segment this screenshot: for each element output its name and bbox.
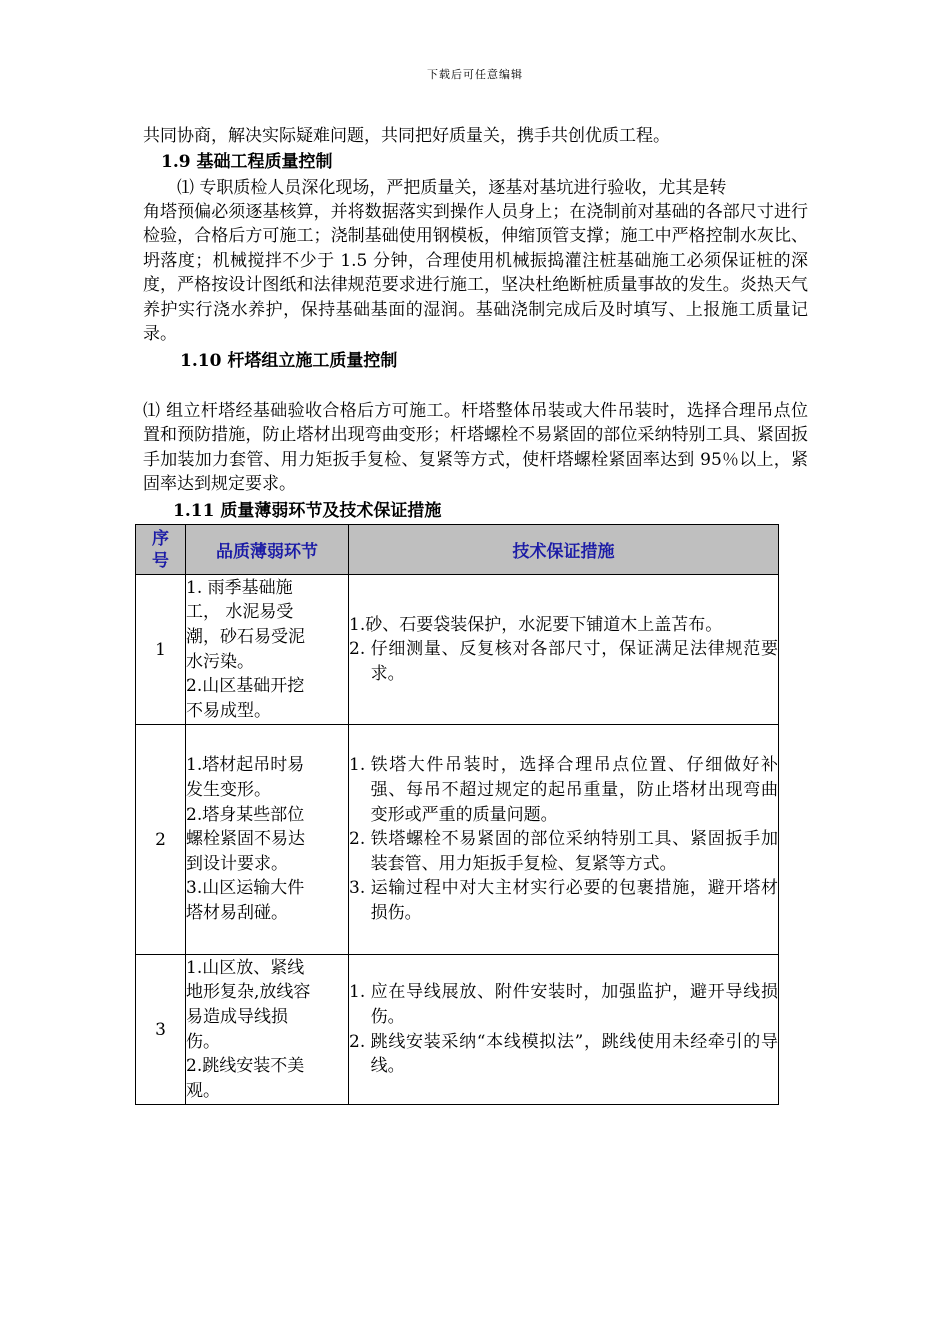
weak-line: 水污染。	[186, 651, 254, 672]
weak-line: 发生变形。	[186, 780, 271, 801]
weak-line: 塔材易刮碰。	[186, 902, 288, 923]
weak-points-cell	[186, 575, 349, 725]
section-1-10-heading: 1.10 杆塔组立施工质量控制	[180, 351, 398, 371]
table-row	[136, 955, 779, 1105]
measure-number: 2.	[349, 829, 371, 850]
measure-text: 应在导线展放、附件安装时，加强监护，避开导线损伤。	[370, 982, 778, 1027]
table-row	[136, 575, 779, 725]
measure-item	[349, 753, 778, 827]
weak-line: 1. 雨季基础施	[186, 577, 293, 598]
page-header: 下载后可任意编辑	[427, 68, 523, 81]
table-header-row	[136, 525, 779, 575]
section-1-9-body: 角塔预偏必须逐基核算，并将数据落实到操作人员身上；在浇制前对基础的各部尺寸进行检验，合格后方可施工；浇制基础使用钢模板，伸缩顶管支撑；施工中严格控制水灰比、坍落度；机械搅拌不少于 1.5 分钟，合理使用机械振捣灌注桩基础施工必须保证桩的深度，严格按设计图纸和法律规范要求进行施工，坚决杜绝断桩质量事故的发生。炎热天气养护实行浇水养护，保持基础基面的湿润。基础浇制完成后及时填写、上报施工质量记录。	[143, 202, 808, 345]
weak-column-header: 品质薄弱环节	[186, 525, 349, 575]
measure-item	[349, 1030, 778, 1079]
row-seq: 1	[136, 575, 186, 725]
section-1-9-heading: 1.9 基础工程质量控制	[161, 152, 333, 172]
weak-line: 1.山区放、紧线	[186, 957, 305, 978]
section-1-11-heading: 1.11 质量薄弱环节及技术保证措施	[173, 501, 442, 521]
weak-line: 潮，砂石易受泥	[186, 626, 305, 647]
measure-item	[349, 980, 778, 1029]
table-row	[136, 725, 779, 955]
measure-column-header: 技术保证措施	[349, 525, 779, 575]
row-seq: 2	[136, 725, 186, 955]
measure-text: 铁塔螺栓不易紧固的部位采纳特别工具、紧固扳手加装套管、用力矩扳手复检、复紧等方式。	[370, 829, 778, 874]
weak-line: 易造成导线损	[186, 1006, 288, 1027]
intro-paragraph: 共同协商，解决实际疑难问题，共同把好质量关，携手共创优质工程。	[143, 126, 670, 146]
measures-cell	[349, 725, 779, 955]
weak-line: 伤。	[186, 1031, 220, 1052]
measure-text: 跳线安装采纳“本线模拟法”，跳线使用未经牵引的导线。	[370, 1031, 778, 1077]
weak-points-cell	[186, 955, 349, 1105]
weak-points-cell	[186, 725, 349, 955]
measures-cell	[349, 575, 779, 725]
weak-line: 到设计要求。	[186, 853, 288, 874]
measure-number: 3.	[349, 878, 371, 899]
weak-line: 2.塔身某些部位	[186, 804, 305, 825]
measure-text: 运输过程中对大主材实行必要的包裹措施，避开塔材损伤。	[370, 878, 778, 923]
measure-number: 1.	[349, 755, 371, 776]
measure-text: 仔细测量、反复核对各部尺寸，保证满足法律规范要求。	[370, 639, 778, 684]
quality-table	[135, 524, 779, 1105]
weak-line: 观。	[186, 1080, 220, 1101]
weak-line: 2.跳线安装不美	[186, 1056, 305, 1077]
measure-text: 1.砂、石要袋装保护，水泥要下铺道木上盖苫布。	[349, 614, 723, 635]
seq-header-line-1: 序	[152, 528, 169, 549]
weak-line: 1.塔材起吊时易	[186, 755, 305, 776]
weak-line: 3.山区运输大件	[186, 878, 305, 899]
weak-line: 工， 水泥易受	[186, 602, 294, 623]
measure-number: 2.	[349, 639, 371, 660]
measure-item	[349, 637, 778, 686]
measure-number: 2.	[349, 1031, 371, 1052]
measure-item	[349, 613, 778, 638]
measure-item	[349, 827, 778, 876]
weak-line: 不易成型。	[186, 700, 271, 721]
measure-number: 1.	[349, 982, 371, 1003]
measure-text: 铁塔大件吊装时，选择合理吊点位置、仔细做好补强、每吊不超过规定的起吊重量，防止塔材出现弯曲变形或严重的质量问题。	[370, 755, 778, 825]
section-1-10-body: ⑴ 组立杆塔经基础验收合格后方可施工。杆塔整体吊装或大件吊装时，选择合理吊点位置和预防措施，防止塔材出现弯曲变形；杆塔螺栓不易紧固的部位采纳特别工具、紧固扳手加装加力套管、用力矩扳手复检、复紧等方式，使杆塔螺栓紧固率达到 95％以上，紧固率达到规定要求。	[143, 401, 808, 495]
seq-column-header	[136, 525, 186, 575]
measures-cell	[349, 955, 779, 1105]
seq-header-line-2: 号	[152, 550, 169, 571]
weak-line: 2.山区基础开挖	[186, 676, 305, 697]
section-1-9-body-first: ⑴ 专职质检人员深化现场，严把质量关，逐基对基坑进行验收，尤其是转	[177, 178, 727, 198]
weak-line: 地形复杂,放线容	[186, 982, 311, 1003]
weak-line: 螺栓紧固不易达	[186, 829, 305, 850]
measure-item	[349, 876, 778, 925]
row-seq: 3	[136, 955, 186, 1105]
